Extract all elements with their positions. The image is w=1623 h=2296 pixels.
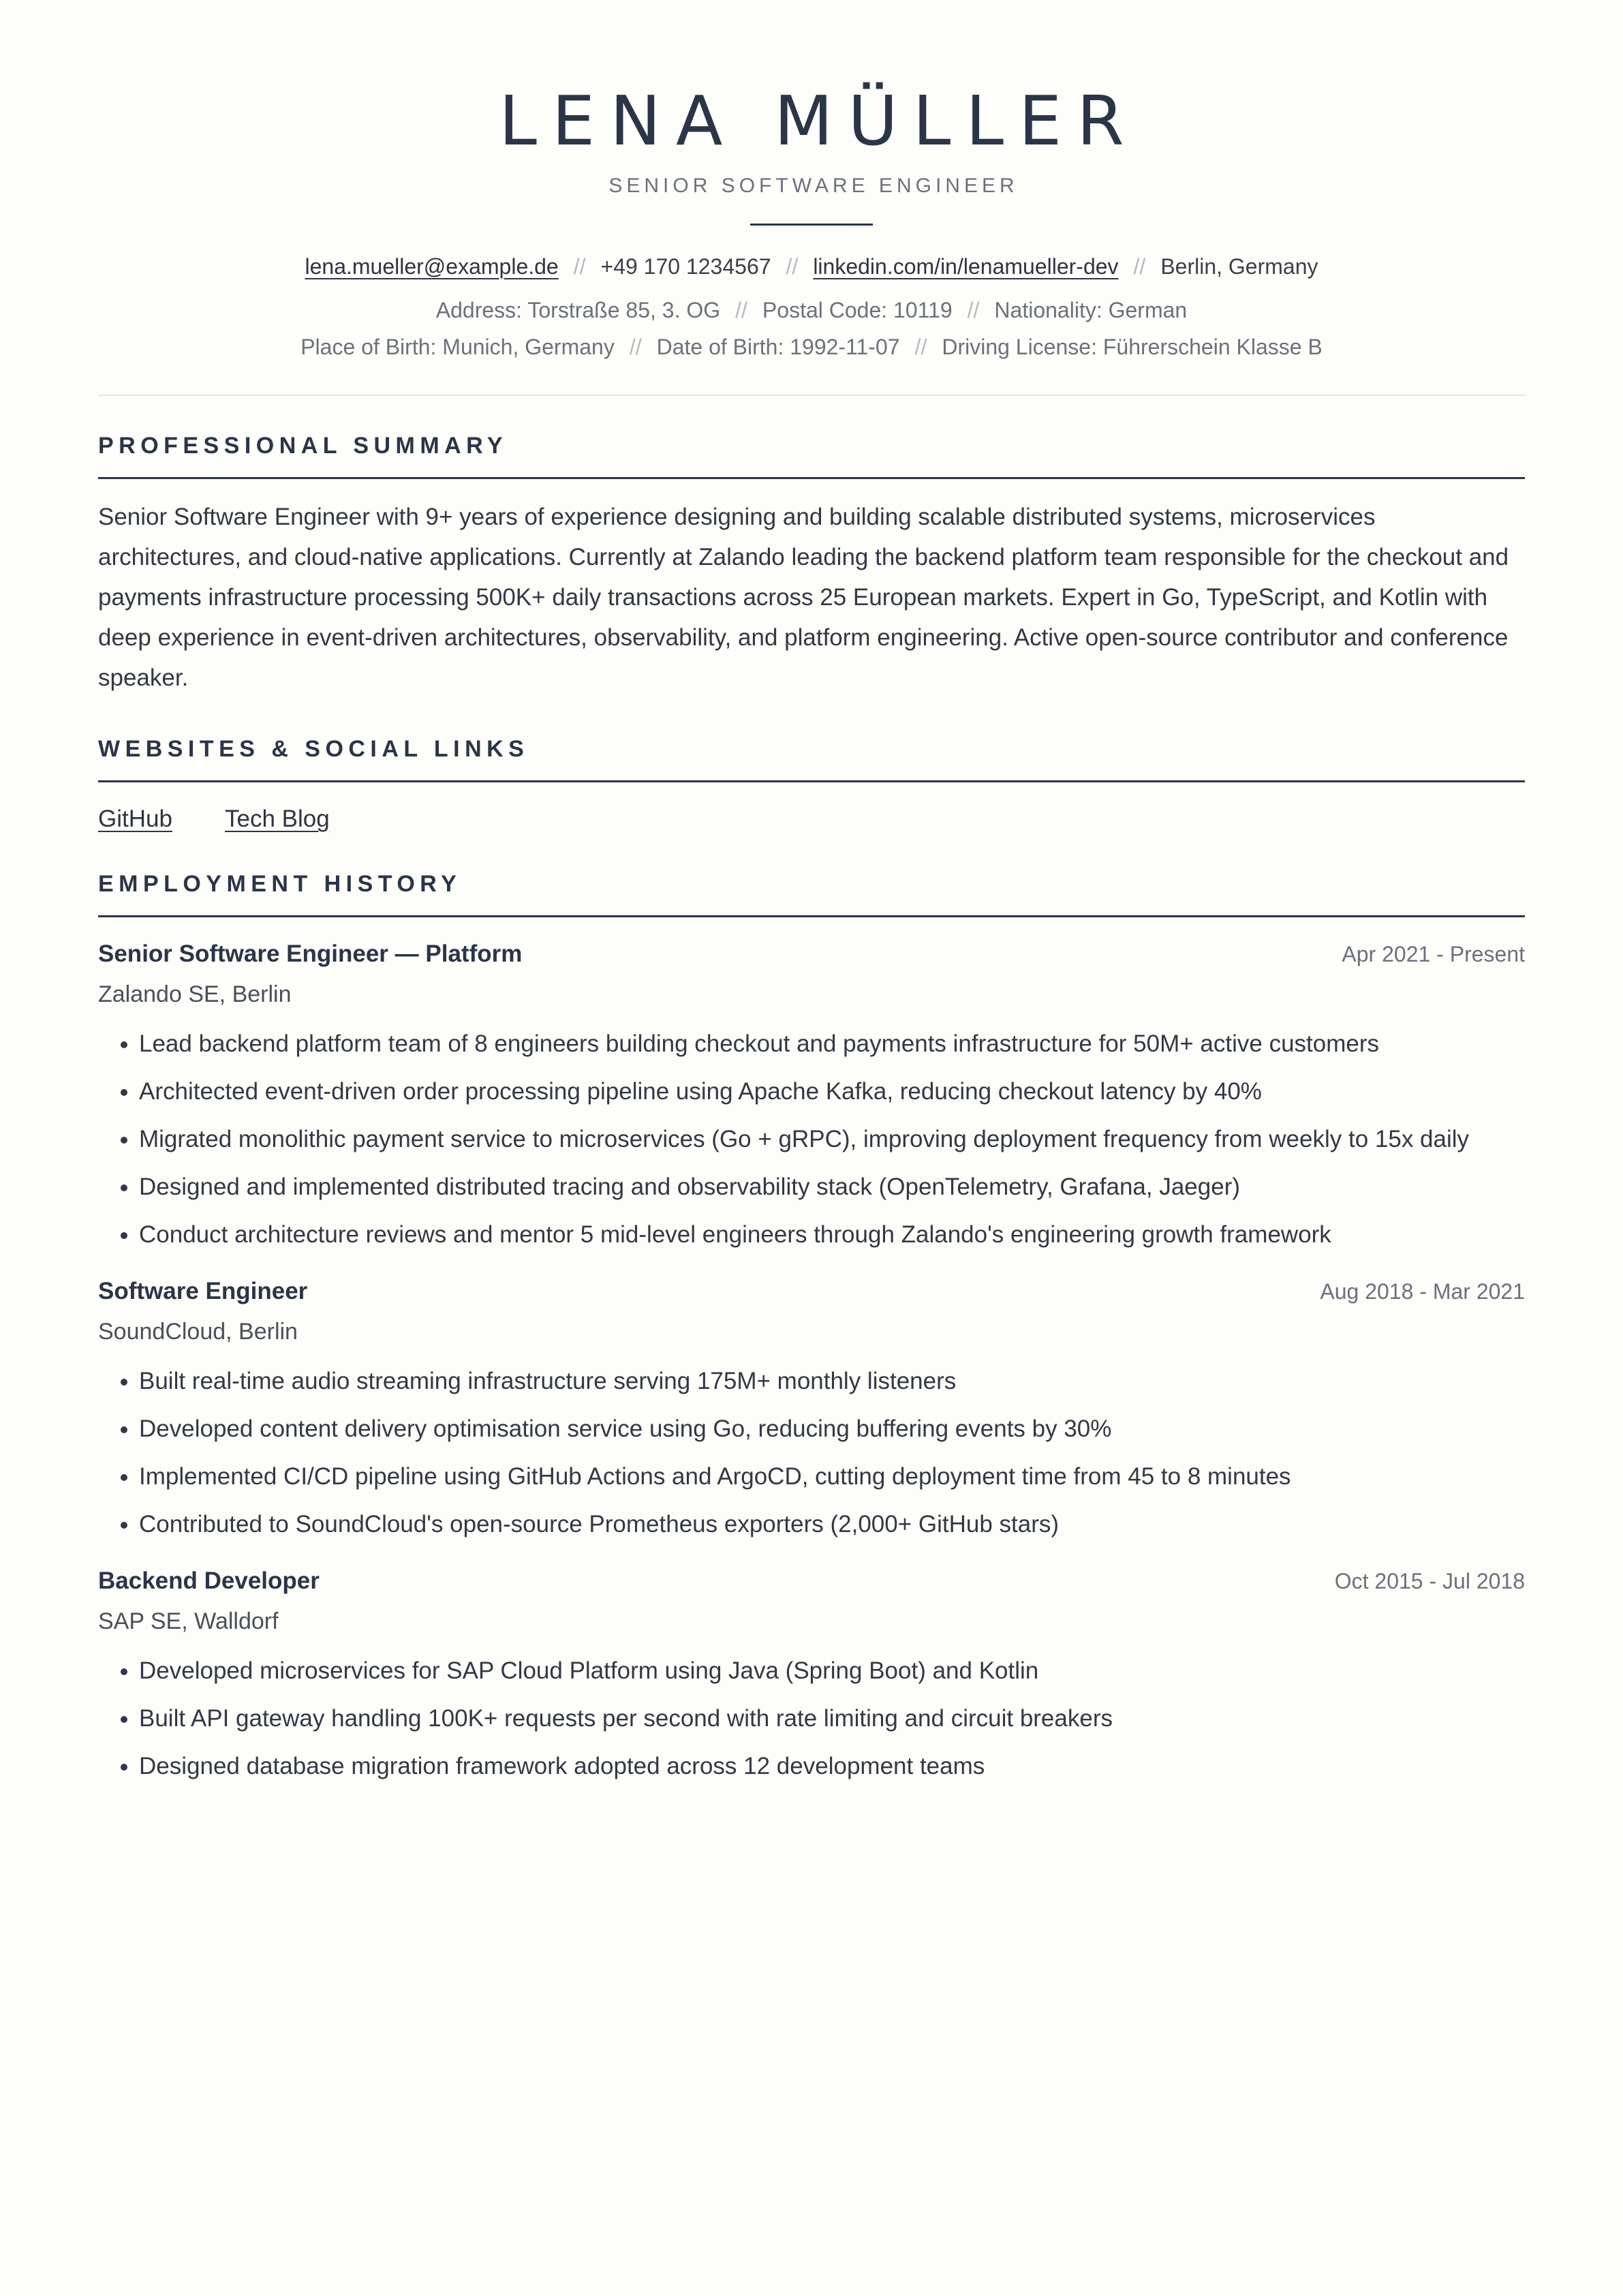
nationality: Nationality: German bbox=[994, 298, 1188, 322]
job-entry-zalando bbox=[98, 940, 1525, 1255]
section-heading-links: WEBSITES & SOCIAL LINKS bbox=[98, 736, 1525, 782]
job-bullets bbox=[98, 1024, 1525, 1255]
list-item: • Built real-time audio streaming infrastructure serving 175M+ monthly listeners bbox=[139, 1362, 1525, 1401]
phone-number: +49 170 1234567 bbox=[600, 254, 771, 279]
list-item: • Architected event-driven order processing pipeline using Apache Kafka, reducing checkout latency by 40% bbox=[139, 1072, 1525, 1112]
location: Berlin, Germany bbox=[1160, 254, 1318, 279]
job-company: Zalando SE, Berlin bbox=[98, 981, 292, 1007]
place-of-birth: Place of Birth: Munich, Germany bbox=[300, 335, 615, 359]
job-company: SAP SE, Walldorf bbox=[98, 1608, 279, 1634]
list-item: • Designed and implemented distributed tracing and observability stack (OpenTelemetry, Grafana, Jaeger) bbox=[139, 1167, 1525, 1207]
separator: // bbox=[573, 254, 586, 279]
github-link[interactable]: GitHub bbox=[98, 806, 172, 832]
job-dates: Aug 2018 - Mar 2021 bbox=[1320, 1279, 1525, 1304]
section-heading-summary: PROFESSIONAL SUMMARY bbox=[98, 433, 1525, 479]
separator: // bbox=[786, 254, 799, 279]
list-item: • Migrated monolithic payment service to microservices (Go + gRPC), improving deployment frequency from weekly to 15x daily bbox=[139, 1120, 1525, 1159]
separator: // bbox=[735, 298, 747, 322]
list-item: • Conduct architecture reviews and mentor 5 mid-level engineers through Zalando's engineering growth framework bbox=[139, 1215, 1525, 1255]
list-item: • Developed content delivery optimisation service using Go, reducing buffering events by 30% bbox=[139, 1409, 1525, 1449]
candidate-title: SENIOR SOFTWARE ENGINEER bbox=[608, 174, 1019, 197]
separator: // bbox=[914, 335, 927, 359]
job-header bbox=[98, 940, 1525, 968]
contact-line-address bbox=[98, 295, 1525, 325]
list-item: • Implemented CI/CD pipeline using GitHub Actions and ArgoCD, cutting deployment time from 45 to 8 minutes bbox=[139, 1457, 1525, 1497]
job-company: SoundCloud, Berlin bbox=[98, 1319, 298, 1345]
tech-blog-link[interactable]: Tech Blog bbox=[225, 806, 330, 832]
job-dates: Apr 2021 - Present bbox=[1342, 942, 1525, 966]
list-item: • Built API gateway handling 100K+ requests per second with rate limiting and circuit breakers bbox=[139, 1699, 1525, 1739]
list-item: • Designed database migration framework adopted across 12 development teams bbox=[139, 1747, 1525, 1786]
separator: // bbox=[967, 298, 980, 322]
postal-code: Postal Code: 10119 bbox=[762, 298, 953, 322]
section-heading-employment: EMPLOYMENT HISTORY bbox=[98, 871, 1525, 917]
separator: // bbox=[629, 335, 642, 359]
separator: // bbox=[1133, 254, 1146, 279]
list-item: • Lead backend platform team of 8 engineers building checkout and payments infrastructure for 50M+ active customers bbox=[139, 1024, 1525, 1064]
job-bullets bbox=[98, 1651, 1525, 1786]
list-item: • Contributed to SoundCloud's open-source Prometheus exporters (2,000+ GitHub stars) bbox=[139, 1505, 1525, 1544]
job-entry-soundcloud bbox=[98, 1278, 1525, 1544]
links-row bbox=[98, 806, 1525, 833]
job-dates: Oct 2015 - Jul 2018 bbox=[1334, 1569, 1525, 1593]
job-role: Software Engineer bbox=[98, 1278, 308, 1304]
job-role: Backend Developer bbox=[98, 1567, 320, 1594]
job-entry-sap bbox=[98, 1567, 1525, 1786]
job-header bbox=[98, 1278, 1525, 1305]
list-item: • Developed microservices for SAP Cloud Platform using Java (Spring Boot) and Kotlin bbox=[139, 1651, 1525, 1691]
title-divider bbox=[750, 224, 873, 226]
contact-line-personal bbox=[98, 332, 1525, 362]
job-header bbox=[98, 1567, 1525, 1595]
summary-text: Senior Software Engineer with 9+ years of experience designing and building scalable distributed systems, microservices architectures, and cloud-native applications. Currently at Zalando leading the backend platform team responsible for the checkout and payments infrastructure processing 500K+ daily transactions across 25 European markets. Expert in Go, TypeScript, and Kotlin with deep experience in event-driven architectures, observability, and platform engineering. Active open-source contributor and conference speaker. bbox=[98, 504, 1509, 691]
linkedin-link[interactable]: linkedin.com/in/lenamueller-dev bbox=[813, 254, 1119, 279]
resume-header bbox=[98, 0, 1525, 362]
date-of-birth: Date of Birth: 1992-11-07 bbox=[656, 335, 900, 359]
email-link[interactable]: lena.mueller@example.de bbox=[305, 254, 559, 279]
address: Address: Torstraße 85, 3. OG bbox=[435, 298, 721, 322]
driving-license: Driving License: Führerschein Klasse B bbox=[942, 335, 1323, 359]
header-divider bbox=[98, 395, 1525, 396]
job-role: Senior Software Engineer — Platform bbox=[98, 940, 523, 967]
job-bullets bbox=[98, 1362, 1525, 1544]
contact-line-primary bbox=[98, 251, 1525, 281]
candidate-name: LENA MÜLLER bbox=[499, 81, 1139, 161]
